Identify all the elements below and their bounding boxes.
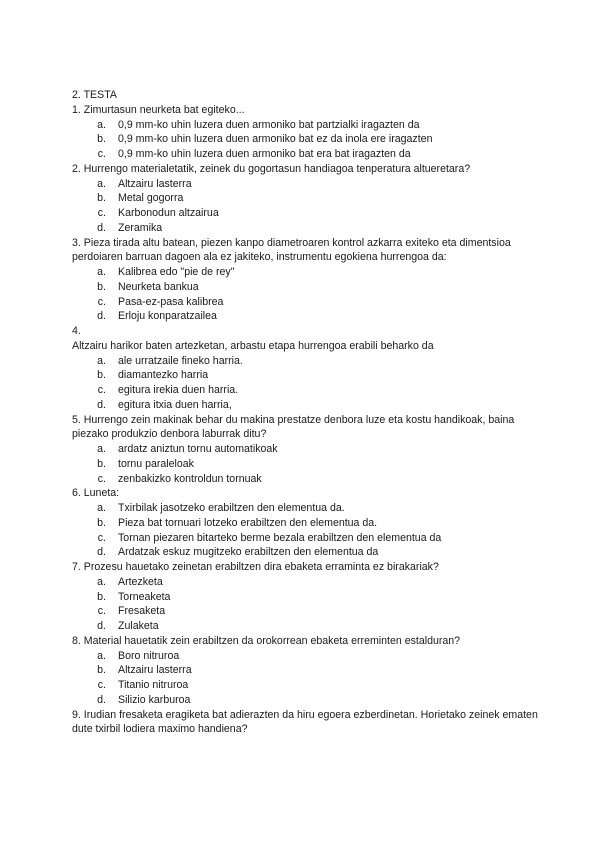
option-letter: d. [97,693,106,706]
option-letter: c. [97,472,106,485]
option-letter: a. [97,443,106,455]
question-7 [72,560,542,634]
option-text: Zulaketa [118,620,159,632]
answer-option[interactable] [72,398,542,413]
answer-option[interactable] [72,177,542,192]
option-text: Torneaketa [118,590,171,603]
option-letter: b. [97,457,106,470]
answer-option[interactable] [72,531,542,546]
answer-option[interactable] [72,383,542,398]
option-text: ardatz aniztun tornu automatikoak [118,443,278,455]
option-letter: c. [97,384,106,396]
option-letter: c. [97,679,106,691]
answer-option[interactable] [72,265,542,280]
option-letter: c. [97,148,106,160]
question-text: 8. Material hauetatik zein erabiltzen da orokorrean ebaketa erreminten estalduran? [72,634,461,647]
option-text: Tornan piezaren bitarteko berme bezala erabiltzen den elementua da [118,531,442,544]
answer-option[interactable] [72,457,542,472]
answer-option[interactable] [72,516,542,531]
option-letter: c. [97,605,106,618]
option-letter: b. [97,664,106,677]
question-list [72,103,542,737]
option-letter: a. [97,354,106,367]
option-letter: a. [97,502,106,514]
answer-option[interactable] [72,693,542,708]
answer-option[interactable] [72,678,542,693]
option-text: Boro nitruroa [118,649,180,662]
question-text: 6. Luneta: [72,487,120,500]
option-text: Kalibrea edo "pie de rey" [118,266,235,278]
option-letter: b. [97,590,106,603]
question-text: 3. Pieza tirada altu batean, piezen kanpo diametroaren kontrol azkarra exiteko eta dimentsioa perdoiaren barruan dagoen ala ez jakiteko, instrumentu egokiena hurrengoa da: [72,236,511,264]
option-letter: a. [97,575,106,588]
option-letter: d. [97,221,106,234]
answer-option[interactable] [72,619,542,634]
answer-option[interactable] [72,368,542,383]
option-letter: a. [97,118,106,131]
answer-option[interactable] [72,206,542,221]
answer-option[interactable] [72,442,542,457]
option-letter: a. [97,266,106,278]
option-text: Altzairu lasterra [118,177,192,190]
option-text: Artezketa [118,575,163,588]
option-text: Fresaketa [118,605,166,618]
option-text: Metal gogorra [118,192,184,205]
answer-option[interactable] [72,309,542,324]
option-letter: c. [97,531,106,544]
option-text: ale urratzaile fineko harria. [118,354,243,367]
option-letter: d. [97,546,106,559]
question-text: 1. Zimurtasun neurketa bat egiteko... [72,103,245,116]
document-body [72,88,542,737]
option-text: tornu paraleloak [118,457,194,470]
option-text: Pasa-ez-pasa kalibrea [118,295,224,308]
option-text: diamantezko harria [118,369,209,382]
option-letter: c. [97,295,106,308]
question-8 [72,634,542,708]
option-text: egitura irekia duen harria. [118,384,239,396]
question-text: 4. [72,325,81,337]
answer-option[interactable] [72,604,542,619]
question-text: 5. Hurrengo zein makinak behar du makina prestatze denbora luze eta kostu handikoak, baina piezako produkzio denbora laburrak ditu? [72,413,515,441]
option-text: Txirbilak jasotzeko erabiltzen den elementua da. [118,502,345,514]
answer-option[interactable] [72,295,542,310]
answer-option[interactable] [72,147,542,162]
answer-option[interactable] [72,501,542,516]
question-4 [72,324,542,413]
answer-option[interactable] [72,575,542,590]
option-text: Karbonodun altzairua [118,207,219,219]
answer-option[interactable] [72,221,542,236]
option-text: zenbakizko kontroldun tornuak [118,472,262,485]
answer-option[interactable] [72,472,542,487]
question-text: 2. Hurrengo materialetatik, zeinek du gogortasun handiagoa tenperatura altueretara? [72,162,471,175]
answer-option[interactable] [72,545,542,560]
option-letter: a. [97,177,106,190]
question-6 [72,486,542,560]
option-text: Ardatzak eskuz mugitzeko erabiltzen den elementua da [118,546,379,559]
option-letter: b. [97,280,106,293]
answer-option[interactable] [72,663,542,678]
option-letter: b. [97,133,106,146]
question-5 [72,413,542,487]
option-text: 0,9 mm-ko uhin luzera duen armoniko bat era bat iragazten da [118,148,411,160]
answer-option[interactable] [72,590,542,605]
option-letter: d. [97,620,106,632]
option-letter: c. [97,207,106,219]
option-letter: a. [97,649,106,662]
option-text: Pieza bat tornuari lotzeko erabiltzen den elementua da. [118,516,378,529]
question-text: 9. Irudian fresaketa eragiketa bat adierazten da hiru egoera ezberdinetan. Horietako zeinek ematen dute txirbil lodiera maximo handiena? [72,708,538,736]
option-text: Erloju konparatzailea [118,310,217,323]
answer-option[interactable] [72,280,542,295]
question-3 [72,236,542,325]
option-letter: b. [97,516,106,529]
answer-option[interactable] [72,649,542,664]
document-title: 2. TESTA [72,89,117,101]
question-text: 7. Prozesu hauetako zeinetan erabiltzen dira ebaketa erraminta ez birakariak? [72,561,439,573]
answer-option[interactable] [72,118,542,133]
option-letter: d. [97,398,106,411]
question-subtext: Altzairu harikor baten artezketan, arbastu etapa hurrengoa erabili beharko da [72,339,434,352]
answer-option[interactable] [72,191,542,206]
option-text: 0,9 mm-ko uhin luzera duen armoniko bat partzialki iragazten da [118,118,420,131]
option-text: egitura itxia duen harria, [118,398,232,411]
option-letter: b. [97,192,106,205]
question-2 [72,162,542,236]
question-9 [72,708,542,738]
option-letter: d. [97,310,106,323]
option-text: Neurketa bankua [118,280,199,293]
option-text: Titanio nitruroa [118,679,189,691]
option-text: Altzairu lasterra [118,664,192,677]
option-letter: b. [97,369,106,382]
option-text: 0,9 mm-ko uhin luzera duen armoniko bat ez da inola ere iragazten [118,133,433,146]
option-text: Zeramika [118,221,163,234]
answer-option[interactable] [72,354,542,369]
question-1 [72,103,542,162]
option-text: Silizio karburoa [118,693,191,706]
answer-option[interactable] [72,132,542,147]
